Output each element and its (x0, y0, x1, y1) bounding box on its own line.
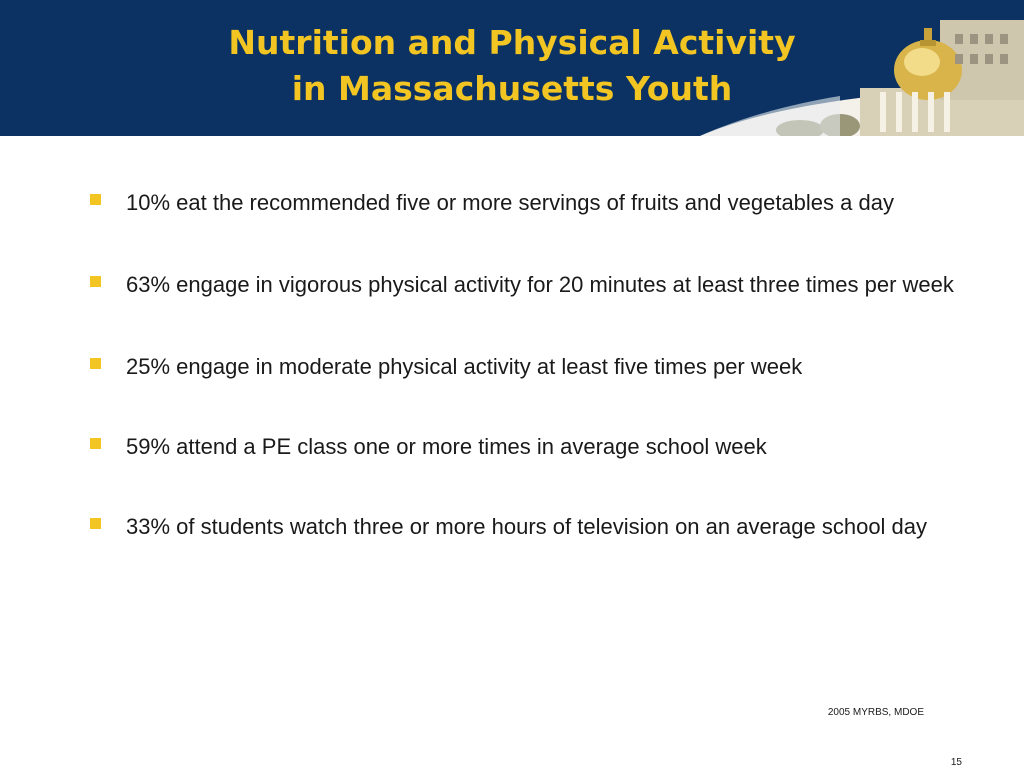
list-item (90, 190, 970, 216)
list-item (90, 434, 970, 460)
bullet-text: 10% eat the recommended five or more servings of fruits and vegetables a day (126, 190, 894, 215)
bullet-text: 33% of students watch three or more hours of television on an average school day (126, 514, 928, 539)
source-citation: 2005 MYRBS, MDOE (827, 707, 924, 718)
title-line-2: in Massachusetts Youth (291, 69, 733, 108)
bullet-text: 63% engage in vigorous physical activity for 20 minutes at least three times per week (126, 272, 954, 297)
list-item (90, 514, 970, 540)
square-bullet-icon (90, 276, 101, 287)
list-item (90, 354, 970, 380)
title-line-1: Nutrition and Physical Activity (228, 23, 796, 62)
square-bullet-icon (90, 438, 101, 449)
page-number: 15 (950, 757, 962, 768)
square-bullet-icon (90, 194, 101, 205)
bullet-text: 59% attend a PE class one or more times in average school week (126, 434, 767, 459)
square-bullet-icon (90, 358, 101, 369)
list-item (90, 272, 970, 298)
bullet-list (90, 190, 970, 596)
slide-header (0, 0, 1024, 136)
slide-title (0, 20, 1024, 112)
bullet-text: 25% engage in moderate physical activity at least five times per week (126, 354, 803, 379)
square-bullet-icon (90, 518, 101, 529)
